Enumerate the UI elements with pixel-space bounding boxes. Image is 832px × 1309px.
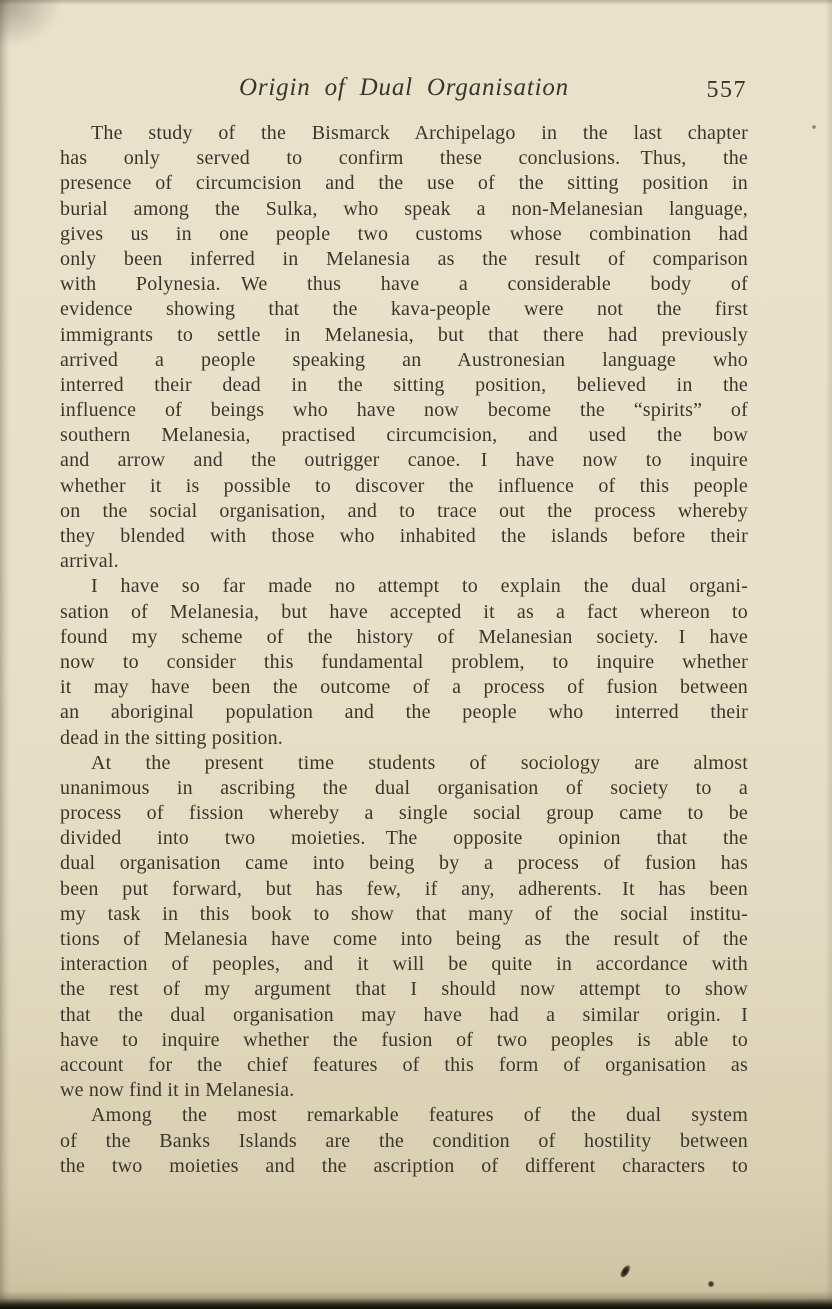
scan-edge-top	[0, 0, 832, 5]
text-line: the rest of my argument that I should now attempt to show	[60, 978, 748, 1001]
text-line: whether it is possible to discover the influence of this people	[60, 474, 748, 497]
text-line: tions of Melanesia have come into being as the result of the	[60, 928, 748, 950]
scan-edge-left	[0, 0, 10, 1309]
scan-corner-shadow	[0, 0, 90, 70]
text-line: immigrants to settle in Melanesia, but that there had previously	[60, 323, 748, 346]
text-line: Among the most remarkable features of the dual system	[91, 1104, 748, 1127]
text-line: on the social organisation, and to trace out the process whereby	[60, 499, 748, 522]
text-line: The study of the Bismarck Archipelago in the last chapter	[91, 122, 748, 144]
text-line: arrival.	[60, 550, 119, 573]
paragraph	[60, 574, 748, 750]
text-line: divided into two moieties. The opposite opinion that the	[60, 827, 748, 850]
text-line: evidence showing that the kava-people were not the first	[60, 298, 748, 321]
text-line: with Polynesia. We thus have a considerable body of	[60, 273, 748, 296]
scan-edge-bottom	[0, 1291, 832, 1309]
scan-edge-right	[825, 0, 832, 1309]
ink-speck-dot	[708, 1281, 714, 1287]
text-line: influence of beings who have now become the “spirits” of	[60, 399, 748, 422]
text-line: has only served to confirm these conclusions. Thus, the	[60, 147, 748, 170]
text-line: been put forward, but has few, if any, adherents. It has been	[60, 877, 748, 900]
text-line: southern Melanesia, practised circumcision, and used the bow	[60, 424, 748, 447]
text-line: process of fission whereby a single social group came to be	[60, 802, 748, 825]
text-line: arrived a people speaking an Austronesian language who	[60, 348, 748, 371]
text-line: only been inferred in Melanesia as the result of comparison	[60, 247, 748, 270]
text-line: sation of Melanesia, but have accepted it as a fact whereon to	[60, 600, 748, 623]
text-line: presence of circumcision and the use of the sitting position in	[60, 172, 748, 195]
page-header	[60, 74, 748, 108]
text-line: unanimous in ascribing the dual organisation of society to a	[60, 776, 748, 799]
ink-speck-comma	[619, 1263, 632, 1279]
text-line: interaction of peoples, and it will be quite in accordance with	[60, 953, 748, 976]
text-line: the two moieties and the ascription of different characters to	[60, 1154, 748, 1177]
text-line: we now find it in Melanesia.	[60, 1079, 295, 1102]
text-line: they blended with those who inhabited the islands before their	[60, 525, 748, 547]
page-body	[60, 121, 748, 1179]
text-line: and arrow and the outrigger canoe. I have now to inquire	[60, 449, 748, 472]
ink-speck-small	[812, 125, 816, 129]
text-line: of the Banks Islands are the condition of hostility between	[60, 1129, 748, 1152]
text-line: found my scheme of the history of Melanesian society. I have	[60, 625, 748, 648]
text-line: gives us in one people two customs whose combination had	[60, 222, 748, 245]
text-line: burial among the Sulka, who speak a non-Melanesian language,	[60, 197, 748, 220]
text-line: dead in the sitting position.	[60, 726, 284, 749]
text-line: I have so far made no attempt to explain the dual organi-	[91, 575, 748, 598]
text-line: that the dual organisation may have had a similar origin. I	[60, 1003, 748, 1026]
paragraph	[60, 121, 748, 574]
text-line: interred their dead in the sitting position, believed in the	[60, 373, 748, 396]
paragraph	[60, 1103, 748, 1179]
text-line: have to inquire whether the fusion of two peoples is able to	[60, 1028, 748, 1051]
paragraph	[60, 751, 748, 1104]
text-line: it may have been the outcome of a process of fusion between	[60, 676, 748, 699]
text-line: dual organisation came into being by a process of fusion has	[60, 852, 748, 875]
text-line: account for the chief features of this form of organisation as	[60, 1053, 748, 1076]
text-line: an aboriginal population and the people who interred their	[60, 701, 748, 724]
running-title: Origin of Dual Organisation	[239, 74, 569, 101]
text-line: my task in this book to show that many of the social institu-	[60, 902, 748, 925]
text-line: At the present time students of sociology are almost	[91, 751, 748, 774]
text-line: now to consider this fundamental problem, to inquire whether	[60, 650, 748, 673]
page-number: 557	[706, 77, 747, 103]
